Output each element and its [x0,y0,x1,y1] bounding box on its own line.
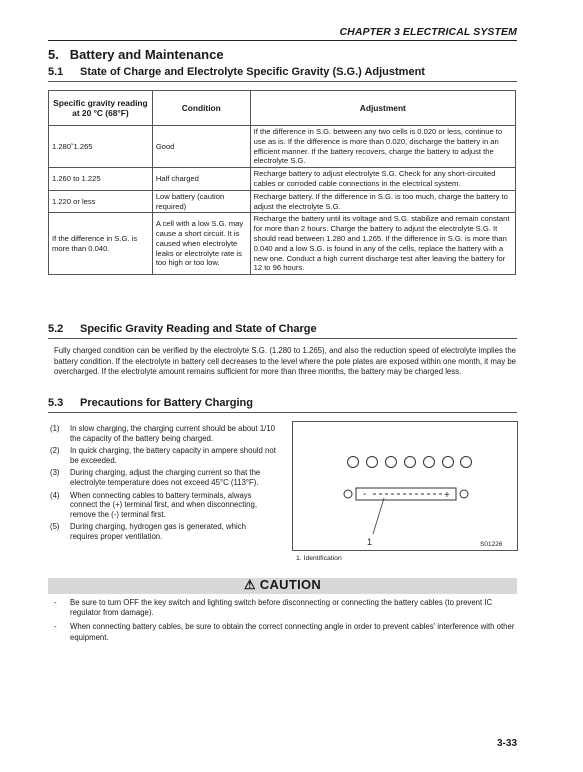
table-cell: Low battery (caution required) [152,190,250,213]
subsection-5-2-heading [48,323,317,335]
table-cell: A cell with a low S.G. may cause a short circuit. It is caused when electrolyte leaks or electrolyte rate is too high or too low. [152,213,250,275]
table-row [49,168,516,191]
subsection-rule [48,338,517,339]
list-item [54,622,516,642]
negative-terminal-icon [344,490,352,498]
caution-title: CAUTION [259,577,322,592]
list-item [50,491,276,520]
subsection-title: Specific Gravity Reading and State of Charge [80,323,317,335]
list-item [50,424,276,443]
table-header-cell: Condition [152,91,250,126]
chapter-header: CHAPTER 3 ELECTRICAL SYSTEM [339,26,517,38]
callout-leader [373,498,384,534]
header-rule [48,40,517,41]
list-item-text: During charging, hydrogen gas is generated, which requires proper ventilation. [70,522,246,541]
section-title: Battery and Maintenance [69,47,224,62]
subsection-rule [48,412,517,413]
bullet-dash: - [54,598,57,607]
minus-sign: - [363,489,367,500]
figure-caption: 1. Identification [296,555,342,562]
subsection-5-1-heading [48,66,425,78]
battery-figure [292,421,518,551]
list-item-text: When connecting cables to battery terminals, always connect the (+) terminal first, and when disconnecting, remove the (-) terminal first. [70,490,258,519]
subsection-5-3-heading [48,397,253,409]
table-cell: Recharge battery. If the difference in S.G. is too much, charge the battery to adjust the electrolyte S.G. [250,190,515,213]
table-cell: If the difference in S.G. is more than 0.040. [49,213,153,275]
cell-cap [405,457,416,468]
table-cell: If the difference in S.G. between any two cells is 0.020 or less, continue to use as is. If the difference is more than 0.020, discharge the battery in an efficient manner. If the battery recovers, charge the battery to adjust the electrolyte S.G. [250,126,515,168]
list-item-text: Be sure to turn OFF the key switch and lighting switch before disconnecting or connecting the battery cables (to prevent IC regulator from damage). [70,598,493,618]
list-item-text: In slow charging, the charging current should be about 1/10 the capacity of the battery being charged. [70,424,276,443]
list-item-number: (3) [50,468,60,478]
battery-cell-caps [348,457,472,468]
table-cell: Recharge battery to adjust electrolyte S.G. Check for any short-circuited cables or corroded cable connections in the electrical system. [250,168,515,191]
subsection-number: 5.2 [48,323,64,335]
table-cell: Half charged [152,168,250,191]
positive-terminal-icon [460,490,468,498]
table-cell: Good [152,126,250,168]
list-item [50,468,276,487]
cell-cap [461,457,472,468]
callout-number: 1 [367,537,373,547]
list-item-number: (2) [50,446,60,456]
list-item-text: When connecting battery cables, be sure to obtain the correct connecting angle in order to prevent cables' interference with other equipment. [70,622,515,642]
table-row [49,126,516,168]
table-header-cell: Specific gravity reading at 20 °C (68°F) [49,91,153,126]
page-number: 3-33 [496,738,517,749]
list-item-text: During charging, adjust the charging current so that the electrolyte temperature does not exceed 45°C (113°F). [70,468,261,487]
cell-cap [367,457,378,468]
cell-cap [348,457,359,468]
list-item-number: (4) [50,490,60,500]
list-item [50,522,276,541]
section-heading [48,47,224,62]
cell-cap [386,457,397,468]
section-number: 5. [48,47,59,62]
subsection-number: 5.1 [48,66,64,78]
subsection-title: State of Charge and Electrolyte Specific Gravity (S.G.) Adjustment [80,66,425,78]
subsection-rule [48,81,517,82]
table-cell: Recharge the battery until its voltage and S.G. stabilize and remain constant for more than 2 hours. Charge the battery to adjust the electrolyte S.G. It should read between 1.280 and 1.265. If the difference in S.G. is more than 0.040 and a low S.G. is found in any of the cells, replace the battery with a new one. Conduct a high current discharge test after leaving the battery for 12 to 96 hours. [250,213,515,275]
precautions-list [50,424,276,545]
warning-icon: ⚠ [243,577,256,592]
list-item-number: (5) [50,522,60,532]
list-item [54,598,516,618]
cell-cap [443,457,454,468]
cell-cap [424,457,435,468]
battery-diagram [293,422,517,550]
caution-list [54,598,516,647]
table-cell: 1.260 to 1.225 [49,168,153,191]
subsection-number: 5.3 [48,397,64,409]
table-row [49,213,516,275]
body-paragraph: Fully charged condition can be verified by the electrolyte S.G. (1.280 to 1.265), and also the reduction speed of electrolyte implies the battery condition. If the electrolyte in battery cell decreases to the level where the pole plates are exposed within one month, it may be overcharged. If the electrolyte amount remains sufficient for more than three months, the battery may be charged less. [54,346,516,376]
table-cell: 1.280˜1.265 [49,126,153,168]
list-item [50,446,276,465]
list-item-text: In quick charging, the battery capacity in ampere should not be exceeded. [70,446,276,465]
caution-heading [48,577,517,593]
sg-table [48,90,516,275]
table-cell: 1.220 or less [49,190,153,213]
bullet-dash: - [54,622,57,632]
list-item-number: (1) [50,424,60,433]
table-header-cell: Adjustment [250,91,515,126]
subsection-title: Precautions for Battery Charging [80,397,253,409]
table-header-row [49,91,516,126]
plus-sign: + [444,490,450,501]
table-row [49,190,516,213]
figure-code: S01226 [480,541,503,548]
